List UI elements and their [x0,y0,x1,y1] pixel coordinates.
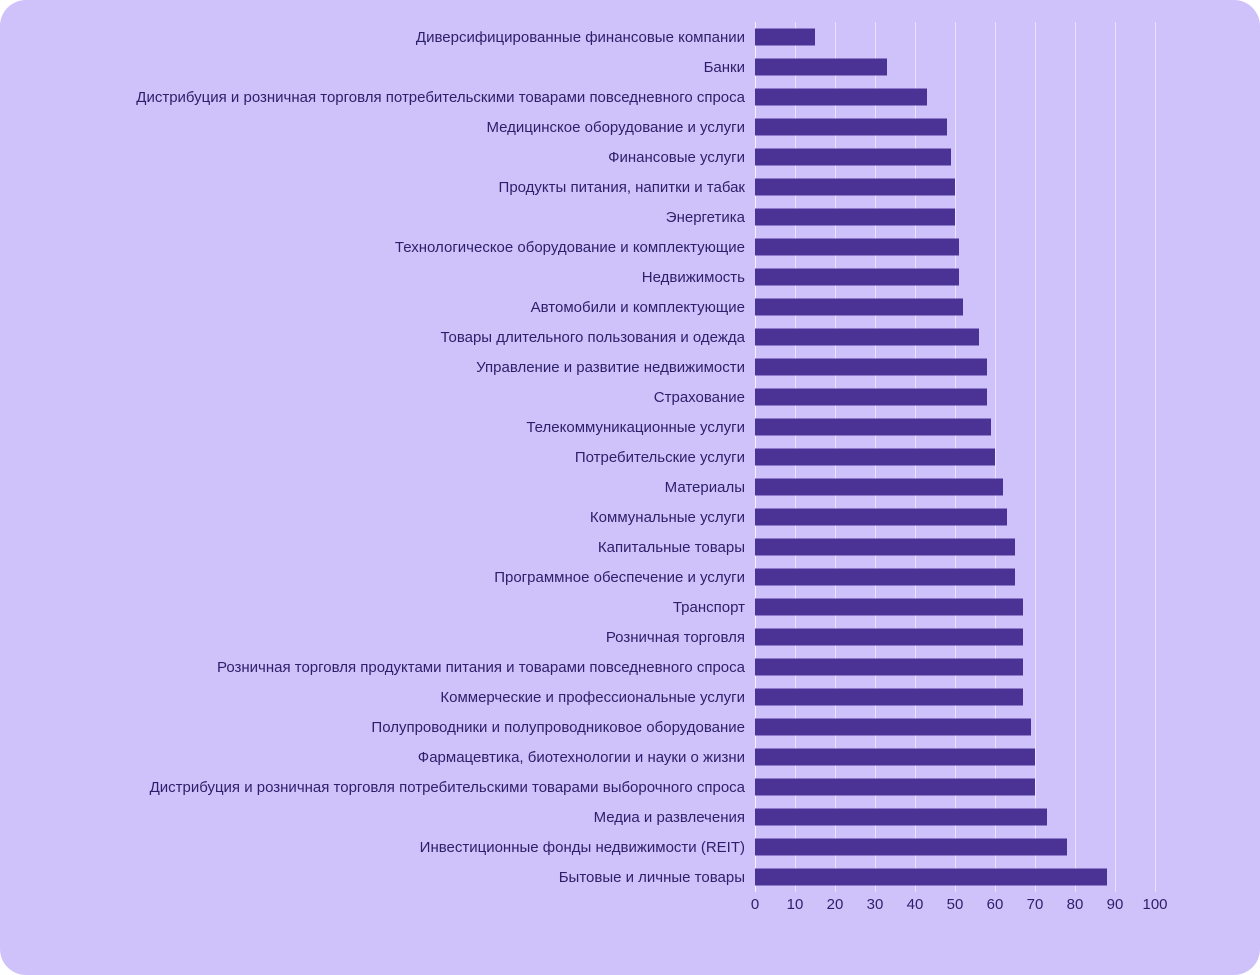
category-label: Технологическое оборудование и комплектующие [394,238,745,256]
bar-track [755,712,1155,742]
category-label: Транспорт [672,598,745,616]
bar-track [755,802,1155,832]
bar-track [755,592,1155,622]
x-tick-label: 0 [750,896,760,913]
category-label: Финансовые услуги [608,148,745,166]
x-tick-label: 40 [906,896,924,913]
bar[interactable] [755,209,955,226]
bar-track [755,232,1155,262]
category-label: Товары длительного пользования и одежда [440,328,745,346]
chart-row [0,682,1160,712]
bar-track [755,262,1155,292]
category-label: Материалы [664,478,745,496]
chart-row [0,592,1160,622]
bar[interactable] [755,389,987,406]
chart-row [0,52,1160,82]
bar-track [755,292,1155,322]
category-label: Дистрибуция и розничная торговля потребительскими товарами повседневного спроса [136,88,745,106]
chart-row [0,502,1160,532]
bar[interactable] [755,689,1023,706]
category-label: Дистрибуция и розничная торговля потребительскими товарами выборочного спроса [149,778,745,796]
bar[interactable] [755,269,959,286]
chart-row [0,142,1160,172]
x-tick-label: 50 [946,896,964,913]
chart-row [0,202,1160,232]
x-axis [750,896,1168,922]
bar[interactable] [755,59,887,76]
bar-track [755,142,1155,172]
bar-track [755,22,1155,52]
category-label: Потребительские услуги [574,448,745,466]
chart-row [0,472,1160,502]
bar-track [755,442,1155,472]
chart-row [0,82,1160,112]
category-label: Автомобили и комплектующие [530,298,745,316]
chart-row [0,652,1160,682]
bar-track [755,202,1155,232]
x-tick-label: 100 [1142,896,1168,913]
bar[interactable] [755,569,1015,586]
bar-track [755,682,1155,712]
bar-track [755,112,1155,142]
chart-row [0,862,1160,892]
bar-track [755,832,1155,862]
x-tick-label: 10 [786,896,804,913]
chart-row [0,112,1160,142]
bar-track [755,562,1155,592]
category-label: Банки [703,58,745,76]
category-label: Медицинское оборудование и услуги [486,118,745,136]
bar-track [755,532,1155,562]
bar-track [755,742,1155,772]
chart-row [0,562,1160,592]
category-label: Энергетика [665,208,745,226]
category-label: Капитальные товары [597,538,745,556]
bar[interactable] [755,29,815,46]
category-label: Продукты питания, напитки и табак [498,178,745,196]
category-label: Недвижимость [641,268,745,286]
bar[interactable] [755,629,1023,646]
bar[interactable] [755,149,951,166]
bar-track [755,622,1155,652]
category-label: Телекоммуникационные услуги [526,418,745,436]
chart-row [0,232,1160,262]
chart-row [0,172,1160,202]
chart-row [0,532,1160,562]
category-label: Полупроводники и полупроводниковое оборудование [371,718,745,736]
bar[interactable] [755,719,1031,736]
bar[interactable] [755,749,1035,766]
chart-row [0,352,1160,382]
bar-track [755,772,1155,802]
chart-row [0,832,1160,862]
bar[interactable] [755,479,1003,496]
bar[interactable] [755,659,1023,676]
category-label: Коммунальные услуги [589,508,745,526]
bar[interactable] [755,419,991,436]
category-label: Страхование [653,388,745,406]
x-tick-label: 60 [986,896,1004,913]
bar-track [755,52,1155,82]
bar[interactable] [755,839,1067,856]
x-tick-label: 30 [866,896,884,913]
x-tick-label: 20 [826,896,844,913]
chart-row [0,292,1160,322]
bar-track [755,412,1155,442]
category-label: Диверсифицированные финансовые компании [415,28,745,46]
chart-row [0,382,1160,412]
bar-track [755,382,1155,412]
category-label: Розничная торговля продуктами питания и товарами повседневного спроса [216,658,745,676]
bar[interactable] [755,359,987,376]
bar[interactable] [755,239,959,256]
category-label: Медиа и развлечения [593,808,745,826]
bar[interactable] [755,329,979,346]
bar[interactable] [755,539,1015,556]
x-tick-label: 80 [1066,896,1084,913]
chart-row [0,712,1160,742]
bar-track [755,352,1155,382]
chart-row [0,262,1160,292]
bar-track [755,862,1155,892]
bar[interactable] [755,509,1007,526]
chart-row [0,442,1160,472]
category-label: Фармацевтика, биотехнологии и науки о жизни [417,748,745,766]
bar-track [755,322,1155,352]
chart-rows [0,22,1160,892]
bar[interactable] [755,119,947,136]
bar[interactable] [755,89,927,106]
category-label: Управление и развитие недвижимости [476,358,745,376]
chart-row [0,772,1160,802]
bar[interactable] [755,779,1035,796]
bar-track [755,82,1155,112]
category-label: Инвестиционные фонды недвижимости (REIT) [419,838,745,856]
bar[interactable] [755,599,1023,616]
chart-row [0,412,1160,442]
bar[interactable] [755,299,963,316]
chart-row [0,742,1160,772]
x-tick-label: 90 [1106,896,1124,913]
bar[interactable] [755,809,1047,826]
chart-row [0,322,1160,352]
bar-track [755,172,1155,202]
bar-track [755,502,1155,532]
bar-track [755,472,1155,502]
bar-track [755,652,1155,682]
bar[interactable] [755,449,995,466]
x-tick-label: 70 [1026,896,1044,913]
category-label: Розничная торговля [605,628,745,646]
category-label: Коммерческие и профессиональные услуги [440,688,745,706]
category-label: Программное обеспечение и услуги [494,568,745,586]
chart-row [0,22,1160,52]
chart-row [0,622,1160,652]
category-label: Бытовые и личные товары [558,868,745,886]
chart-row [0,802,1160,832]
bar[interactable] [755,869,1107,886]
bar[interactable] [755,179,955,196]
